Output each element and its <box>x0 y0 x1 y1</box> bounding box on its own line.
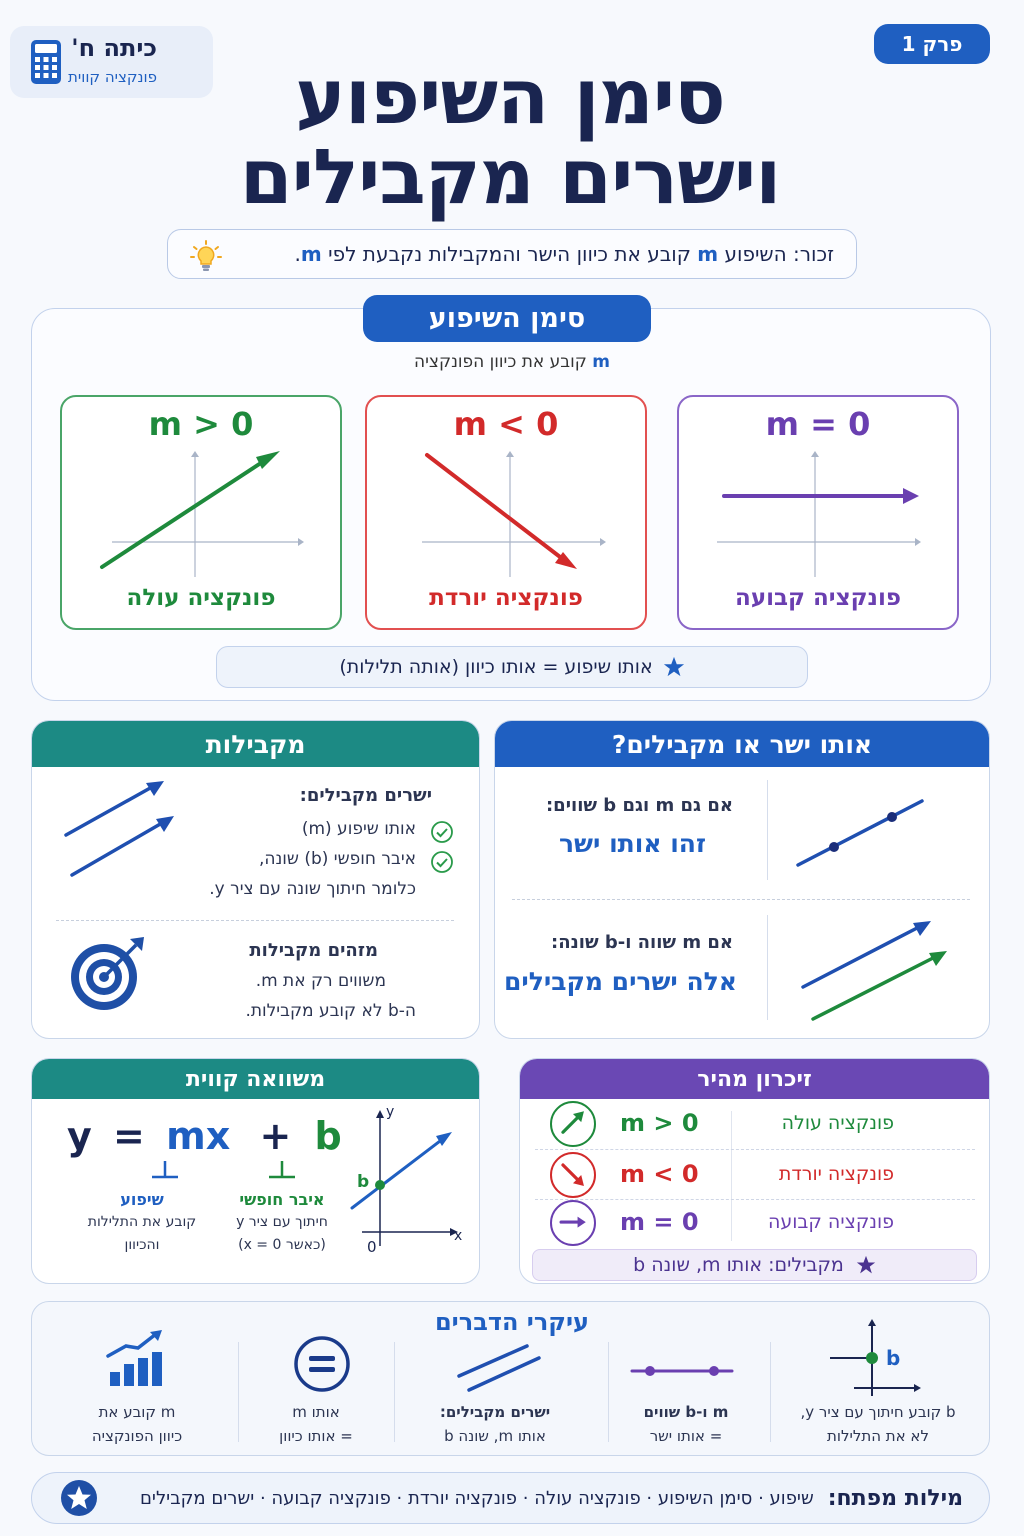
chapter-badge: פרק 1 <box>874 24 990 64</box>
slope-desc2: והכיוון <box>124 1237 160 1253</box>
star-badge-icon <box>60 1479 98 1517</box>
key-point-2: אותו m = אותו כיוון <box>279 1403 353 1445</box>
keywords-list: שיפוע · סימן השיפוע · פונקציה עולה · פונקציה יורדת · פונקציה קבועה · ישרים מקבילים <box>139 1487 814 1509</box>
constant-graph-icon <box>679 447 961 587</box>
star-icon <box>856 1255 876 1275</box>
key-point-5: b קובע חיתוך עם ציר y, לא את התלילות <box>800 1403 956 1445</box>
decreasing-expr: m < 0 <box>453 405 559 443</box>
page-title-line1: סימן השיפוע <box>295 52 725 141</box>
same-line-icon <box>630 1358 734 1384</box>
intercept-point-label: b <box>886 1346 901 1370</box>
divider <box>535 1149 975 1150</box>
slope-section-title: סימן השיפוע <box>363 295 651 342</box>
arrow-down-right-icon <box>550 1152 596 1198</box>
quick-memory-panel <box>519 1058 990 1284</box>
case2-condition: אם m שווה ו-b שונה: <box>551 932 733 953</box>
page-title-line2: וישרים מקבילים <box>239 132 781 221</box>
remember-note <box>167 229 857 279</box>
intercept-point-label: b <box>357 1172 370 1192</box>
topic-label: פונקציה קווית <box>68 68 157 86</box>
intercept-bracket <box>267 1157 297 1181</box>
memory-row-constant: m = 0 פונקציה קבועה <box>520 1200 989 1246</box>
quick-memory-title: זיכרון מהיר <box>520 1059 989 1099</box>
intercept-desc1: חיתוך עם ציר y <box>236 1214 328 1230</box>
divider <box>512 899 970 900</box>
parallel-check1: אותו שיפוע (m) <box>301 819 416 839</box>
constant-label: פונקציה קבועה <box>735 585 901 611</box>
slope-section-subtitle: m קובע את כיוון הפונקציה <box>414 352 610 372</box>
decreasing-graph-icon <box>367 447 649 587</box>
memory-parallel-note: מקבילים: אותו m, שונה b <box>532 1249 977 1281</box>
star-icon <box>663 656 685 678</box>
memory-row-decreasing: m < 0 פונקציה יורדת <box>520 1152 989 1198</box>
slope-bracket <box>150 1157 180 1181</box>
keywords-bar <box>31 1472 990 1524</box>
target-icon <box>68 935 148 1015</box>
constant-expr: m = 0 <box>765 405 871 443</box>
calculator-icon <box>30 39 62 85</box>
grade-label: כיתה ח' <box>71 34 157 62</box>
decreasing-label: פונקציה יורדת <box>429 585 583 611</box>
same-or-parallel-title: אותו ישר או מקבילים? <box>495 721 989 767</box>
key-point-4: m ו-b שווים = אותו ישר <box>643 1403 729 1445</box>
identify-line1: משווים רק את m. <box>255 971 386 991</box>
same-slope-note: אותו שיפוע = אותו כיוון (אותה תלילות) <box>216 646 808 688</box>
arrow-up-right-icon <box>550 1101 596 1147</box>
bar-chart-icon <box>104 1328 166 1390</box>
identify-line2: ה-b לא קובע מקבילות. <box>245 1001 416 1021</box>
case1-result: זהו אותו ישר <box>559 829 706 858</box>
divider <box>767 915 768 1020</box>
increasing-card <box>60 395 342 630</box>
case1-condition: אם גם m וגם b שווים: <box>545 795 733 816</box>
slope-desc1: קובע את התלילות <box>87 1214 197 1230</box>
x-axis-label: x <box>454 1228 463 1244</box>
key-points-title: עיקרי הדברים <box>434 1308 590 1336</box>
y-axis-label: y <box>386 1104 395 1120</box>
check-icon <box>430 850 454 878</box>
y-intercept-icon <box>828 1318 924 1398</box>
parallel-lines-icon <box>60 775 180 885</box>
arrow-right-icon <box>550 1200 596 1246</box>
key-point-1: m קובע את כיוון הפונקציה <box>91 1403 183 1445</box>
identify-title: מזהים מקבילות <box>249 940 378 961</box>
linear-equation-title: משוואה קווית <box>32 1059 479 1099</box>
decreasing-card <box>365 395 647 630</box>
divider <box>767 780 768 880</box>
parallel-panel-title: מקבילות <box>32 721 479 767</box>
increasing-expr: m > 0 <box>148 405 254 443</box>
parallel-heading: ישרים מקבילים: <box>299 785 432 806</box>
case2-result: אלה ישרים מקבילים <box>503 967 737 996</box>
slope-label: שיפוע <box>120 1190 164 1209</box>
keywords-label: מילות מפתח: <box>827 1485 963 1511</box>
check-icon <box>430 820 454 848</box>
equals-icon <box>292 1334 352 1394</box>
increasing-graph-icon <box>62 447 344 587</box>
remember-text: זכור: השיפוע m קובע את כיוון הישר והמקבילות נקבעת לפי m. <box>294 242 834 266</box>
memory-row-increasing: m > 0 פונקציה עולה <box>520 1101 989 1147</box>
lightbulb-icon <box>190 240 222 272</box>
equation-formula: y = mx + b <box>67 1114 342 1158</box>
parallel-note: כלומר חיתוך שונה עם ציר y. <box>209 879 416 899</box>
intercept-label: איבר חופשי <box>239 1190 325 1209</box>
increasing-label: פונקציה עולה <box>126 585 276 611</box>
parallel-check2: איבר חופשי (b) שונה, <box>258 849 416 869</box>
constant-card <box>677 395 959 630</box>
intercept-desc2: (כאשר x = 0) <box>238 1237 326 1253</box>
key-point-3: ישרים מקבילים: אותו m, שונה b <box>439 1403 551 1445</box>
parallel-lines-icon <box>795 915 955 1025</box>
parallel-lines-icon <box>455 1342 545 1392</box>
origin-label: 0 <box>367 1238 377 1256</box>
divider <box>56 920 454 921</box>
same-line-icon <box>790 795 930 870</box>
